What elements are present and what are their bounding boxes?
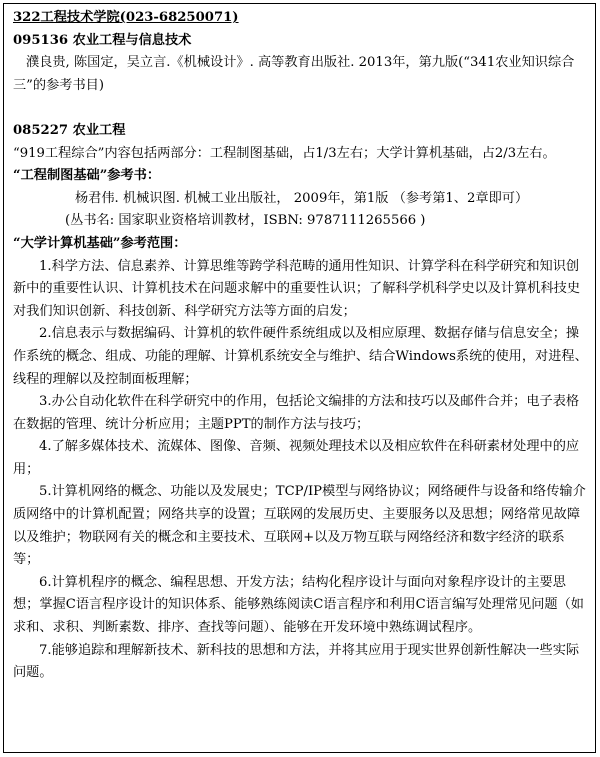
program2-header (13, 120, 589, 143)
program1-header (13, 30, 589, 53)
computing-heading: “大学计算机基础”参考范围： (13, 235, 187, 251)
program1-code: 095136 (13, 32, 69, 48)
program2-intro: “919工程综合”内容包括两部分：工程制图基础，占1/3左右；大学计算机基础，占2/3左右。 (13, 145, 556, 161)
document-page (3, 3, 596, 753)
institute-header (13, 7, 589, 30)
computing-item-3: 3.办公自动化软件在科学研究中的作用，包括论文编排的方法和技巧以及邮件合并；电子表格在数据的管理、统计分析应用；主题PPT的制作方法与技巧； (13, 394, 580, 432)
blank-line (13, 97, 589, 120)
computing-item-5: 5.计算机网络的概念、功能以及发展史；TCP/IP模型与网络协议；网络硬件与设备和络传输介质网络中的计算机配置；网络共享的设置；互联网的发展历史、主要服务以及思想；网络常见故障以及维护；物联网有关的概念和主要技术、互联网+以及万物互联与网络经济和数字经济的联系等； (13, 484, 586, 568)
drawing-book: 杨君伟. 机械识图. 机械工业出版社， 2009年，第1版 （参考第1、2章即可） (75, 190, 529, 206)
computing-item-1: 1.科学方法、信息素养、计算思维等跨学科范畴的通用性知识、计算学科在科学研究和知识创新中的重要性认识、计算机技术在问题求解中的重要性认识；了解科学机科学史以及计算机科技史对我们知识创新、科技创新、科学研究方法等方面的启发； (13, 258, 581, 319)
program2-code: 085227 (13, 122, 69, 138)
computing-item-4: 4.了解多媒体技术、流媒体、图像、音频、视频处理技术以及相应软件在科研素材处理中的应用； (13, 439, 580, 477)
computing-item-6: 6.计算机程序的概念、编程思想、开发方法；结构化程序设计与面向对象程序设计的主要思想；掌握C语言程序设计的知识体系、能够熟练阅读C语言程序和利用C语言编写处理常见问题（如求和、求积、判断素数、排序、查找等问题）、能够在开发环境中熟练调试程序。 (13, 574, 584, 636)
program2-name: 农业工程 (72, 122, 126, 138)
drawing-heading: “工程制图基础”参考书： (13, 168, 161, 184)
institute-name: 322工程技术学院 (13, 10, 120, 25)
computing-item-7: 7.能够追踪和理解新技术、新科技的思想和方法，并将其应用于现实世界创新性解决一些实际问题。 (13, 642, 580, 681)
drawing-series: (丛书名: 国家职业资格培训教材，ISBN: 9787111265566 ) (65, 213, 426, 229)
computing-item-2: 2.信息表示与数据编码、计算机的软件硬件系统组成以及相应原理、数据存储与信息安全；操作系统的概念、组成、功能的理解、计算机系统安全与维护、结合Windows系统的使用，对进程、线程的理解以及控制面板理解； (13, 326, 588, 387)
program1-name: 农业工程与信息技术 (72, 32, 192, 48)
institute-phone: (023-68250071) (119, 10, 239, 25)
program1-reference: 濮良贵, 陈国定，吴立言.《机械设计》. 高等教育出版社. 2013年，第九版(“341农业知识综合三”的参考书目) (13, 55, 575, 93)
